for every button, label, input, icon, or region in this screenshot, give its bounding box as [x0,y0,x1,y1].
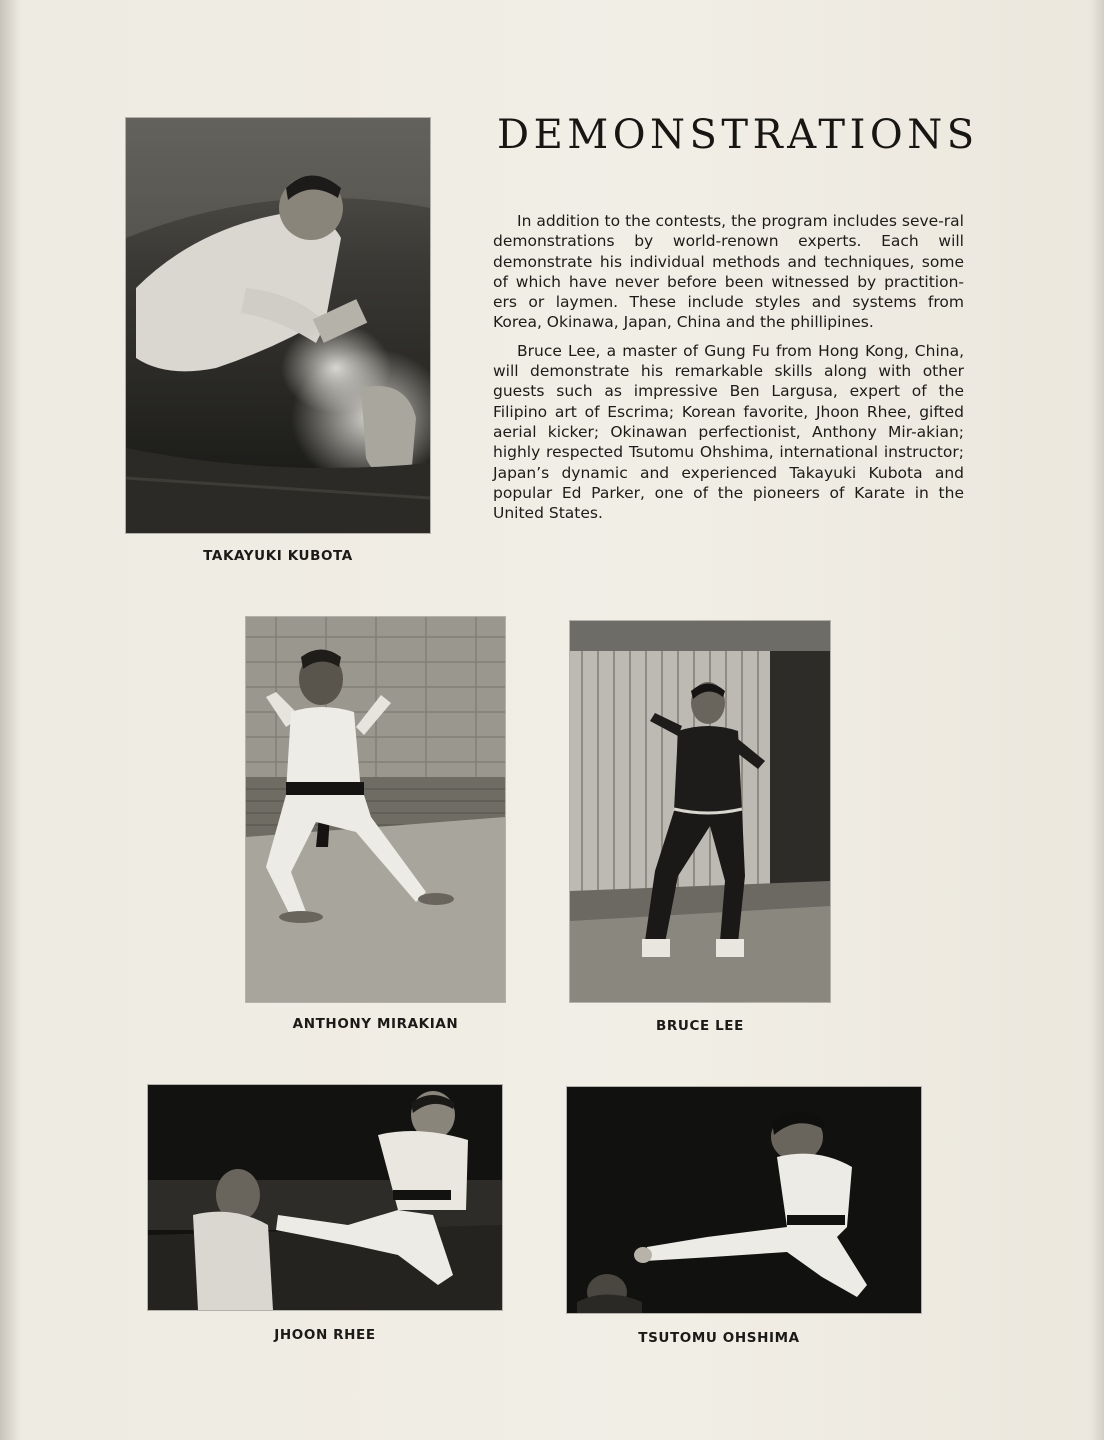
paragraph-intro: In addition to the contests, the program includes seve-ral demonstrations by world-renown experts. Each will demonstrate his individual methods and techniques, some of which have never before been witnessed by practition-ers or laymen. These include styles and systems from Korea, Okinawa, Japan, China and the phillipines. [493,212,964,332]
caption-tsutomu-ohshima: TSUTOMU OHSHIMA [638,1330,800,1346]
caption-jhoon-rhee: JHOON RHEE [274,1327,376,1343]
article-body [493,211,964,531]
caption-takayuki-kubota: TAKAYUKI KUBOTA [203,548,353,564]
caption-bruce-lee: BRUCE LEE [656,1018,744,1034]
caption-anthony-mirakian: ANTHONY MIRAKIAN [292,1016,459,1032]
page-title: DEMONSTRATIONS [497,112,979,158]
photo-bruce-lee [570,621,830,1002]
photo-takayuki-kubota [126,118,430,533]
photo-jhoon-rhee [148,1085,502,1310]
page-edge-shadow [1090,0,1104,1440]
photo-tsutomu-ohshima [567,1087,921,1313]
paragraph-guests: Bruce Lee, a master of Gung Fu from Hong Kong, China, will demonstrate his remarkable skills along with other guests such as impressive Ben Largusa, expert of the Filipino art of Escrima; Korean favorite, Jhoon Rhee, gifted aerial kicker; Okinawan perfectionist, Anthony Mir-akian; highly respected Tsutomu Ohshima, international instructor; Japan’s dynamic and experienced Takayuki Kubota and popular Ed Parker, one of the pioneers of Karate in the United States. [493,341,964,523]
binding-shadow [0,0,22,1440]
photo-anthony-mirakian [246,617,505,1002]
